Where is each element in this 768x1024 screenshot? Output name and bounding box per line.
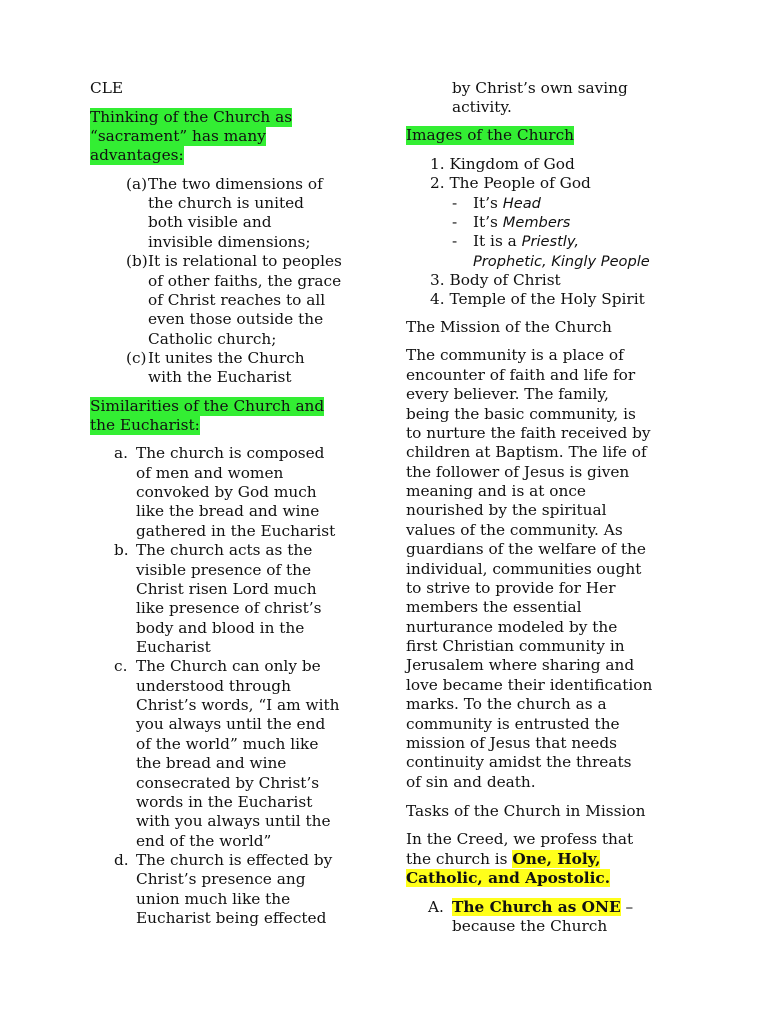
list-item: body and blood in the bbox=[136, 619, 305, 637]
list-item: union much like the bbox=[136, 890, 291, 908]
list-item: of the world” much like bbox=[136, 735, 319, 753]
list-item: with you always until the bbox=[136, 812, 331, 830]
list-item-marker: a. bbox=[114, 444, 128, 462]
list-item: 3. Body of Christ bbox=[430, 271, 561, 289]
list-item: understood through bbox=[136, 677, 291, 695]
list-item: Christ’s words, “I am with bbox=[136, 696, 340, 714]
list-item: of men and women bbox=[136, 464, 284, 482]
list-item: invisible dimensions; bbox=[148, 233, 311, 251]
list-item: The two dimensions of bbox=[148, 175, 323, 193]
list-item: 2. The People of God bbox=[430, 174, 591, 192]
list-item: consecrated by Christ’s bbox=[136, 774, 320, 792]
list-item: of Christ reaches to all bbox=[148, 291, 326, 309]
one-holy-highlight: One, Holy, bbox=[512, 850, 601, 868]
sub-item: Prophetic, Kingly People bbox=[473, 253, 650, 270]
list-item: The church is effected by bbox=[136, 851, 333, 869]
sub-item: It’s Members bbox=[473, 213, 571, 231]
list-item: 4. Temple of the Holy Spirit bbox=[430, 290, 645, 308]
tasks-heading: Tasks of the Church in Mission bbox=[406, 802, 646, 820]
sub-item: It’s Head bbox=[473, 194, 541, 212]
church-as-one-highlight: The Church as ONE bbox=[452, 898, 621, 916]
list-item-marker: A. bbox=[428, 898, 444, 916]
continued-text: by Christ’s own saving bbox=[452, 79, 628, 97]
mission-heading: The Mission of the Church bbox=[406, 318, 612, 336]
cle-label: CLE bbox=[90, 79, 124, 97]
list-item: you always until the end bbox=[136, 715, 326, 733]
list-item: The church is composed bbox=[136, 444, 325, 462]
list-item: visible presence of the bbox=[136, 561, 312, 579]
list-item: It is relational to peoples bbox=[148, 252, 342, 270]
catholic-apostolic-highlight: Catholic, and Apostolic. bbox=[406, 869, 611, 887]
list-item: the church is united bbox=[148, 194, 304, 212]
list-item-marker: (b) bbox=[126, 252, 148, 270]
list-item: Catholic church; bbox=[148, 330, 277, 348]
list-item: both visible and bbox=[148, 213, 272, 231]
list-item-marker: (a) bbox=[126, 175, 148, 193]
list-item: like presence of christ’s bbox=[136, 599, 322, 617]
continued-text: activity. bbox=[452, 98, 512, 116]
list-item: 1. Kingdom of God bbox=[430, 155, 575, 173]
list-item: like the bread and wine bbox=[136, 502, 320, 520]
list-item: convoked by God much bbox=[136, 483, 317, 501]
list-item: It unites the Church bbox=[148, 349, 305, 367]
list-item-marker: c. bbox=[114, 657, 128, 675]
list-item: Christ’s presence ang bbox=[136, 870, 306, 888]
list-item-marker: b. bbox=[114, 541, 129, 559]
list-item: The church acts as the bbox=[136, 541, 313, 559]
list-item-marker: d. bbox=[114, 851, 129, 869]
list-item: even those outside the bbox=[148, 310, 324, 328]
list-item: end of the world” bbox=[136, 832, 272, 850]
list-item-marker: (c) bbox=[126, 349, 147, 367]
list-item: Eucharist being effected bbox=[136, 909, 327, 927]
list-item: The Church can only be bbox=[136, 657, 321, 675]
images-heading: Images of the Church bbox=[406, 126, 575, 144]
sub-item-dash: - bbox=[452, 213, 458, 231]
list-item: with the Eucharist bbox=[148, 368, 292, 386]
sub-item-dash: - bbox=[452, 194, 458, 212]
list-item: Christ risen Lord much bbox=[136, 580, 317, 598]
sub-item-dash: - bbox=[452, 232, 458, 250]
list-item: the bread and wine bbox=[136, 754, 287, 772]
list-item: gathered in the Eucharist bbox=[136, 522, 336, 540]
list-item: of other faiths, the grace bbox=[148, 272, 342, 290]
sub-item: It is a Priestly, bbox=[473, 232, 579, 250]
list-item: Eucharist bbox=[136, 638, 211, 656]
list-item: words in the Eucharist bbox=[136, 793, 313, 811]
